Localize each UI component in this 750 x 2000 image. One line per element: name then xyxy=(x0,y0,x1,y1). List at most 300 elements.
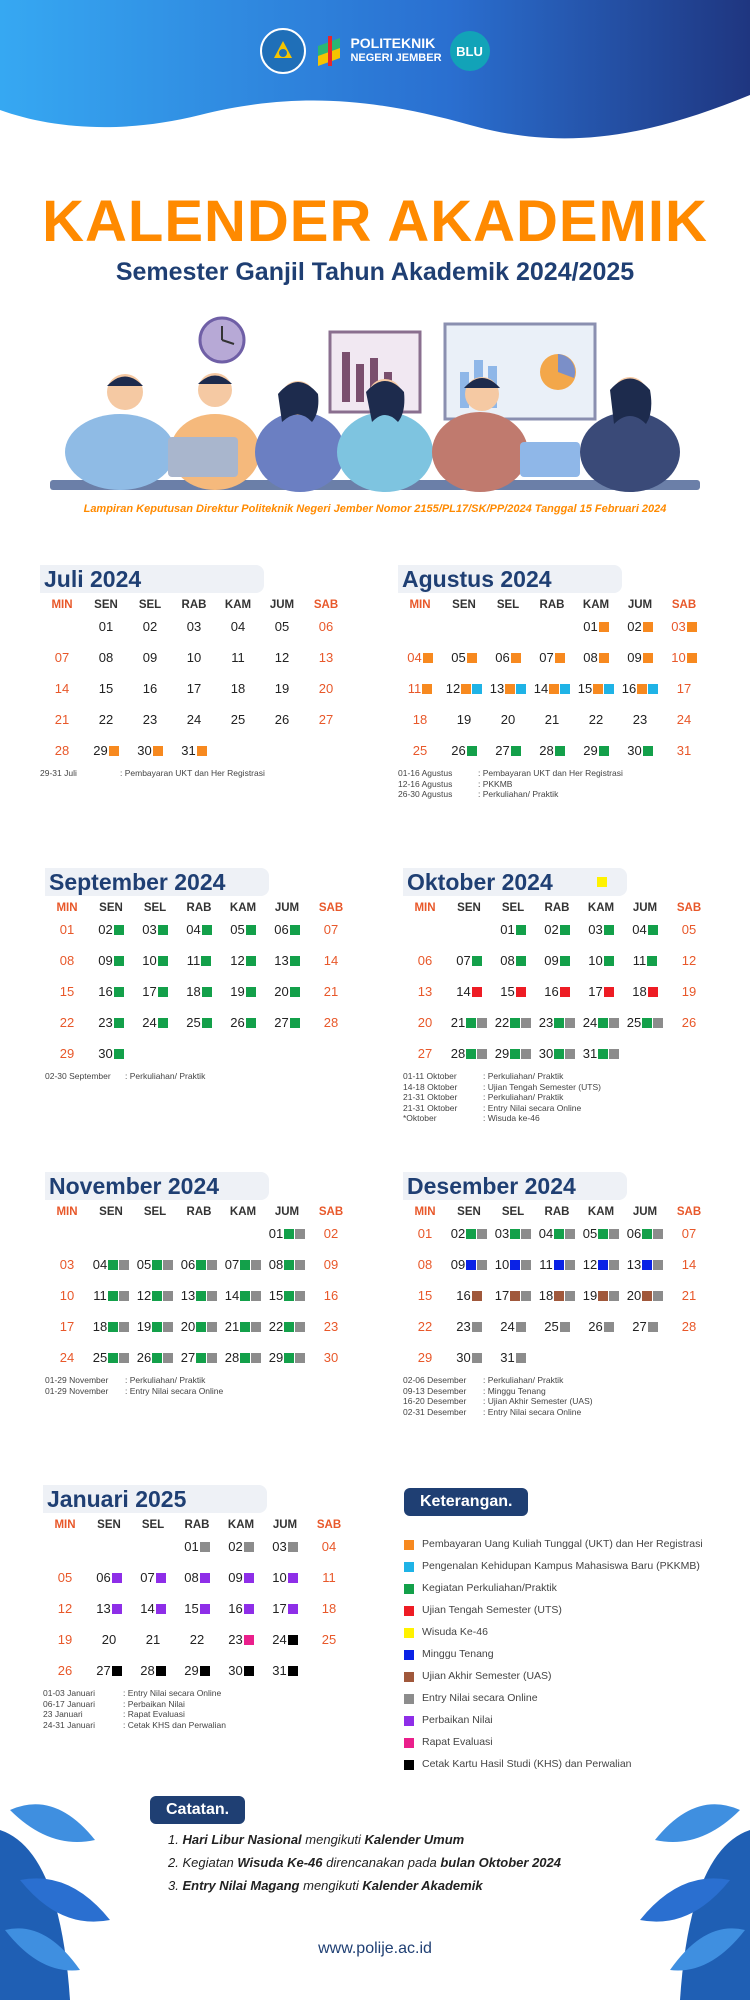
calendar-day xyxy=(43,1632,87,1647)
calendar-day xyxy=(221,1257,265,1272)
polije-emblem-icon xyxy=(314,34,344,68)
calendar-day xyxy=(307,1539,351,1554)
polije-name-line2: NEGERI JEMBER xyxy=(350,52,442,64)
weekday-jum: JUM xyxy=(627,599,653,611)
calendar-day xyxy=(618,743,662,758)
day-number: 21 xyxy=(224,1319,240,1334)
day-number: 16 xyxy=(142,681,158,696)
day-number: 22 xyxy=(588,712,604,727)
marker-s-icon xyxy=(477,1260,487,1270)
legend-item xyxy=(404,1538,724,1551)
day-number: 28 xyxy=(323,1015,339,1030)
calendar-day xyxy=(216,681,260,696)
marker-k-icon xyxy=(156,1666,166,1676)
legend-swatch-icon xyxy=(404,1650,414,1660)
calendar-juli-2024 xyxy=(40,565,350,779)
weekday-sab: SAB xyxy=(676,1206,702,1218)
header-banner xyxy=(0,0,750,150)
calendar-day xyxy=(579,953,623,968)
marker-p-icon xyxy=(244,1573,254,1583)
legend-label: Ujian Tengah Semester (UTS) xyxy=(422,1604,562,1616)
marker-s-icon xyxy=(163,1322,173,1332)
calendar-day xyxy=(486,743,530,758)
note-text: : Ujian Akhir Semester (UAS) xyxy=(483,1396,593,1406)
day-number: 06 xyxy=(318,619,334,634)
calendar-oktober-2024 xyxy=(403,868,713,1124)
marker-p-icon xyxy=(288,1573,298,1583)
calendar-week xyxy=(45,945,355,976)
calendar-day xyxy=(45,1046,89,1061)
marker-g-icon xyxy=(158,987,168,997)
calendar-day xyxy=(40,743,84,758)
day-number: 10 xyxy=(671,650,686,665)
weekday-rab: RAB xyxy=(181,599,207,611)
weekday-sen: SEN xyxy=(94,599,118,611)
day-number: 29 xyxy=(417,1350,433,1365)
marker-s-icon xyxy=(653,1291,663,1301)
calendar-day xyxy=(491,1046,535,1061)
calendar-day xyxy=(309,922,353,937)
day-number: 11 xyxy=(231,650,245,665)
weekday-min: MIN xyxy=(54,1519,76,1531)
calendar-day xyxy=(309,1015,353,1030)
calendar-day xyxy=(43,1601,87,1616)
day-number: 01 xyxy=(98,619,114,634)
day-number: 30 xyxy=(98,1046,113,1061)
marker-m-icon xyxy=(244,1635,254,1645)
calendar-day xyxy=(221,1288,265,1303)
weekday-jum: JUM xyxy=(269,599,295,611)
weekday-kam: KAM xyxy=(229,1206,257,1218)
day-number: 29 xyxy=(494,1046,510,1061)
calendar-day xyxy=(447,1257,491,1272)
calendar-day xyxy=(447,1046,491,1061)
day-number: 20 xyxy=(500,712,516,727)
day-number: 07 xyxy=(54,650,70,665)
calendar-week xyxy=(403,1280,713,1311)
marker-o-icon xyxy=(687,653,697,663)
marker-o-icon xyxy=(422,684,432,694)
day-number: 08 xyxy=(98,650,114,665)
marker-g-icon xyxy=(108,1291,118,1301)
calendar-day xyxy=(662,650,706,665)
legend-list xyxy=(404,1538,724,1771)
marker-g-icon xyxy=(202,925,212,935)
marker-o-icon xyxy=(511,653,521,663)
calendar-day xyxy=(128,681,172,696)
calendar-week xyxy=(43,1624,353,1655)
marker-g-icon xyxy=(196,1353,206,1363)
day-number: 22 xyxy=(417,1319,433,1334)
marker-o-icon xyxy=(637,684,647,694)
day-number: 05 xyxy=(57,1570,73,1585)
marker-s-icon xyxy=(565,1229,575,1239)
calendar-day xyxy=(84,619,128,634)
calendar-day xyxy=(177,984,221,999)
note-text: : Entry Nilai secara Online xyxy=(125,1385,224,1396)
calendar-day xyxy=(133,1288,177,1303)
calendar-day xyxy=(177,1319,221,1334)
day-number: 13 xyxy=(274,953,289,968)
calendar-week xyxy=(403,1007,713,1038)
day-number: 20 xyxy=(180,1319,196,1334)
legend-item xyxy=(404,1626,724,1639)
calendar-day xyxy=(307,1570,351,1585)
calendar-day xyxy=(265,953,309,968)
day-number: 15 xyxy=(184,1601,199,1616)
marker-g-icon xyxy=(152,1353,162,1363)
weekday-kam: KAM xyxy=(582,599,610,611)
marker-g-icon xyxy=(560,925,570,935)
website-link[interactable]: www.polije.ac.id xyxy=(318,1940,432,1957)
day-number: 22 xyxy=(494,1015,510,1030)
legend-item xyxy=(404,1736,724,1749)
marker-b-icon xyxy=(466,1260,476,1270)
marker-p-icon xyxy=(288,1604,298,1614)
marker-p-icon xyxy=(156,1573,166,1583)
calendar-day xyxy=(579,922,623,937)
day-number: 21 xyxy=(681,1288,697,1303)
day-number: 01 xyxy=(59,922,75,937)
calendar-day xyxy=(172,712,216,727)
marker-s-icon xyxy=(119,1353,129,1363)
marker-g-icon xyxy=(642,1229,652,1239)
calendar-day xyxy=(535,953,579,968)
day-number: 08 xyxy=(268,1257,284,1272)
calendar-day xyxy=(398,743,442,758)
calendar-week xyxy=(45,1218,355,1249)
marker-n-icon xyxy=(598,1291,608,1301)
day-number: 11 xyxy=(93,1288,107,1303)
calendar-day xyxy=(623,1288,667,1303)
calendar-day xyxy=(84,681,128,696)
marker-g-icon xyxy=(642,1018,652,1028)
calendar-week xyxy=(403,1249,713,1280)
day-number: 21 xyxy=(450,1015,466,1030)
calendar-day xyxy=(175,1601,219,1616)
note-row xyxy=(403,1071,713,1082)
weekday-sen: SEN xyxy=(99,1206,123,1218)
day-number: 24 xyxy=(676,712,692,727)
marker-s-icon xyxy=(477,1229,487,1239)
marker-s-icon xyxy=(295,1353,305,1363)
marker-s-icon xyxy=(521,1291,531,1301)
marker-g-icon xyxy=(604,925,614,935)
note-text: : Ujian Tengah Semester (UTS) xyxy=(483,1081,601,1092)
day-number: 09 xyxy=(228,1570,243,1585)
marker-s-icon xyxy=(521,1260,531,1270)
month-title: Agustus 2024 xyxy=(398,565,622,593)
calendar-september-2024 xyxy=(45,868,355,1082)
day-number: 13 xyxy=(626,1257,642,1272)
calendar-day xyxy=(45,922,89,937)
day-number: 29 xyxy=(59,1046,75,1061)
note-text: : Entry Nilai secara Online xyxy=(483,1406,582,1417)
day-number: 26 xyxy=(57,1663,73,1678)
marker-g-icon xyxy=(246,1018,256,1028)
weekday-sel: SEL xyxy=(501,902,525,914)
calendar-week xyxy=(45,1311,355,1342)
calendar-day xyxy=(219,1601,263,1616)
note-row xyxy=(398,779,708,790)
note-text: : Entry Nilai secara Online xyxy=(483,1102,582,1113)
month-title: September 2024 xyxy=(45,868,269,896)
note-row xyxy=(45,1071,355,1082)
note-date: 02-06 Desember xyxy=(403,1375,467,1385)
day-number: 13 xyxy=(318,650,334,665)
note-row xyxy=(403,1092,713,1103)
day-number: 03 xyxy=(142,922,157,937)
marker-o-icon xyxy=(687,622,697,632)
day-number: 28 xyxy=(681,1319,697,1334)
calendar-day xyxy=(618,712,662,727)
calendar-januari-2025 xyxy=(43,1485,353,1730)
calendar-day xyxy=(535,1015,579,1030)
marker-p-icon xyxy=(200,1573,210,1583)
calendar-day xyxy=(535,1226,579,1241)
calendar-day xyxy=(131,1570,175,1585)
day-number: 18 xyxy=(92,1319,108,1334)
legend-label: Kegiatan Perkuliahan/Praktik xyxy=(422,1582,557,1594)
weekday-sel: SEL xyxy=(138,599,162,611)
ministry-logo-icon xyxy=(260,28,306,74)
legend-swatch-icon xyxy=(404,1694,414,1704)
marker-b-icon xyxy=(598,1260,608,1270)
day-number: 25 xyxy=(230,712,246,727)
marker-c-icon xyxy=(604,684,614,694)
marker-s-icon xyxy=(295,1260,305,1270)
day-number: 04 xyxy=(92,1257,108,1272)
day-number: 13 xyxy=(96,1601,111,1616)
marker-g-icon xyxy=(158,1018,168,1028)
calendar-day xyxy=(662,743,706,758)
calendar-day xyxy=(667,1226,711,1241)
marker-g-icon xyxy=(647,956,657,966)
note-date: 21-31 Oktober xyxy=(403,1102,458,1113)
calendar-day xyxy=(177,922,221,937)
legend-swatch-icon xyxy=(404,1628,414,1638)
day-number: 12 xyxy=(582,1257,598,1272)
calendar-day xyxy=(309,1288,353,1303)
calendar-day xyxy=(45,1288,89,1303)
day-number: 04 xyxy=(186,922,201,937)
calendar-day xyxy=(623,1319,667,1334)
calendar-day xyxy=(216,712,260,727)
calendar-day xyxy=(89,1015,133,1030)
marker-s-icon xyxy=(119,1291,129,1301)
calendar-week xyxy=(403,1038,713,1069)
marker-g-icon xyxy=(510,1229,520,1239)
month-notes xyxy=(43,1688,353,1730)
day-number: 24 xyxy=(500,1319,515,1334)
day-number: 28 xyxy=(450,1046,466,1061)
legend-label: Entry Nilai secara Online xyxy=(422,1692,538,1704)
polije-logo[interactable] xyxy=(314,34,441,68)
calendar-week xyxy=(398,704,708,735)
calendar-day xyxy=(265,1319,309,1334)
calendar-day xyxy=(89,1257,133,1272)
weekday-sel: SEL xyxy=(496,599,520,611)
day-number: 05 xyxy=(582,1226,598,1241)
calendar-day xyxy=(133,922,177,937)
marker-o-icon xyxy=(549,684,559,694)
marker-g-icon xyxy=(246,987,256,997)
weekday-kam: KAM xyxy=(224,599,252,611)
day-number: 06 xyxy=(626,1226,642,1241)
day-number: 05 xyxy=(681,922,697,937)
legend-swatch-icon xyxy=(404,1606,414,1616)
marker-s-icon xyxy=(609,1291,619,1301)
day-number: 18 xyxy=(632,984,647,999)
day-number: 06 xyxy=(495,650,510,665)
marker-s-icon xyxy=(609,1049,619,1059)
marker-s-icon xyxy=(653,1229,663,1239)
calendar-day xyxy=(221,1319,265,1334)
calendar-day xyxy=(40,712,84,727)
day-number: 30 xyxy=(456,1350,471,1365)
calendar-day xyxy=(128,743,172,758)
marker-g-icon xyxy=(202,987,212,997)
meeting-illustration xyxy=(50,312,700,497)
calendar-day xyxy=(403,1350,447,1365)
calendar-day xyxy=(535,922,579,937)
note-date: 14-18 Oktober xyxy=(403,1081,458,1092)
calendar-day xyxy=(133,1015,177,1030)
calendar-week xyxy=(43,1562,353,1593)
day-number: 20 xyxy=(318,681,334,696)
calendar-agustus-2024 xyxy=(398,565,708,800)
note-part: 1. xyxy=(168,1832,183,1847)
marker-s-icon xyxy=(653,1260,663,1270)
day-number: 28 xyxy=(539,743,554,758)
calendar-day xyxy=(447,953,491,968)
calendar-week xyxy=(403,976,713,1007)
note-row xyxy=(403,1113,713,1124)
calendar-day xyxy=(618,650,662,665)
day-number: 18 xyxy=(186,984,201,999)
note-date: 24-31 Januari xyxy=(43,1719,95,1730)
calendar-day xyxy=(89,1288,133,1303)
legend-label: Minggu Tenang xyxy=(422,1648,494,1660)
day-number: 22 xyxy=(189,1632,205,1647)
day-number: 10 xyxy=(186,650,202,665)
month-title: November 2024 xyxy=(45,1172,269,1200)
note-part: 3. xyxy=(168,1878,183,1893)
day-number: 31 xyxy=(272,1663,287,1678)
day-number: 25 xyxy=(626,1015,642,1030)
weekday-rab: RAB xyxy=(539,599,565,611)
legend-item xyxy=(404,1560,724,1573)
day-number: 26 xyxy=(274,712,290,727)
calendar-day xyxy=(89,953,133,968)
calendar-day xyxy=(579,1288,623,1303)
weekday-rab: RAB xyxy=(184,1519,210,1531)
note-date: 21-31 Oktober xyxy=(403,1092,458,1102)
day-number: 03 xyxy=(272,1539,287,1554)
calendar-day xyxy=(309,1350,353,1365)
calendar-day xyxy=(304,619,348,634)
legend-item xyxy=(404,1604,724,1617)
calendar-day xyxy=(89,1350,133,1365)
day-number: 19 xyxy=(230,984,245,999)
marker-g-icon xyxy=(598,1018,608,1028)
day-number: 09 xyxy=(323,1257,339,1272)
calendar-day xyxy=(574,619,618,634)
calendar-november-2024 xyxy=(45,1172,355,1396)
marker-n-icon xyxy=(472,1291,482,1301)
calendar-day xyxy=(623,922,667,937)
note-date: *Oktober xyxy=(403,1113,437,1123)
marker-g-icon xyxy=(108,1322,118,1332)
calendar-day xyxy=(87,1570,131,1585)
weekday-sen: SEN xyxy=(452,599,476,611)
day-number: 26 xyxy=(451,743,466,758)
calendar-day xyxy=(265,1015,309,1030)
marker-g-icon xyxy=(472,956,482,966)
calendar-week xyxy=(45,1038,355,1069)
day-number: 14 xyxy=(681,1257,697,1272)
calendar-day xyxy=(403,1288,447,1303)
marker-s-icon xyxy=(163,1291,173,1301)
calendar-day xyxy=(45,953,89,968)
legend-label: Pengenalan Kehidupan Kampus Mahasiswa Baru (PKKMB) xyxy=(422,1560,700,1572)
marker-s-icon xyxy=(251,1291,261,1301)
calendar-day xyxy=(265,1257,309,1272)
day-number: 27 xyxy=(96,1663,111,1678)
note-date: 01-29 November xyxy=(45,1375,109,1385)
weekday-rab: RAB xyxy=(544,902,570,914)
weekday-sen: SEN xyxy=(457,902,481,914)
calendar-day xyxy=(579,1257,623,1272)
day-number: 30 xyxy=(627,743,642,758)
day-number: 03 xyxy=(588,922,603,937)
marker-p-icon xyxy=(112,1604,122,1614)
month-title: Juli 2024 xyxy=(40,565,264,593)
calendar-day xyxy=(221,922,265,937)
day-number: 31 xyxy=(500,1350,515,1365)
polije-name-line1: POLITEKNIK xyxy=(350,35,436,51)
note-part: Kalender Akademik xyxy=(362,1878,483,1893)
day-number: 15 xyxy=(500,984,515,999)
calendar-week xyxy=(43,1531,353,1562)
weekday-min: MIN xyxy=(409,599,431,611)
marker-o-icon xyxy=(599,653,609,663)
day-number: 04 xyxy=(407,650,422,665)
calendar-day xyxy=(219,1539,263,1554)
day-number: 01 xyxy=(184,1539,199,1554)
day-number: 23 xyxy=(228,1632,243,1647)
note-date: 16-20 Desember xyxy=(403,1396,467,1406)
calendar-week xyxy=(45,1280,355,1311)
calendar-day xyxy=(491,922,535,937)
marker-o-icon xyxy=(643,653,653,663)
calendar-day xyxy=(89,984,133,999)
calendar-day xyxy=(574,743,618,758)
marker-s-icon xyxy=(609,1229,619,1239)
calendar-day xyxy=(263,1570,307,1585)
calendar-day xyxy=(667,953,711,968)
day-number: 07 xyxy=(224,1257,240,1272)
decree-note: Lampiran Keputusan Direktur Politeknik Negeri Jember Nomor 2155/PL17/SK/PP/2024 Tanggal 15 Februari 2024 xyxy=(83,503,667,515)
marker-g-icon xyxy=(511,746,521,756)
notes-list xyxy=(150,1832,670,1893)
marker-g-icon xyxy=(598,1049,608,1059)
note-row xyxy=(43,1720,353,1731)
calendar-day xyxy=(263,1663,307,1678)
note-part: bulan Oktober 2024 xyxy=(440,1855,561,1870)
calendar-day xyxy=(618,619,662,634)
marker-g-icon xyxy=(554,1049,564,1059)
